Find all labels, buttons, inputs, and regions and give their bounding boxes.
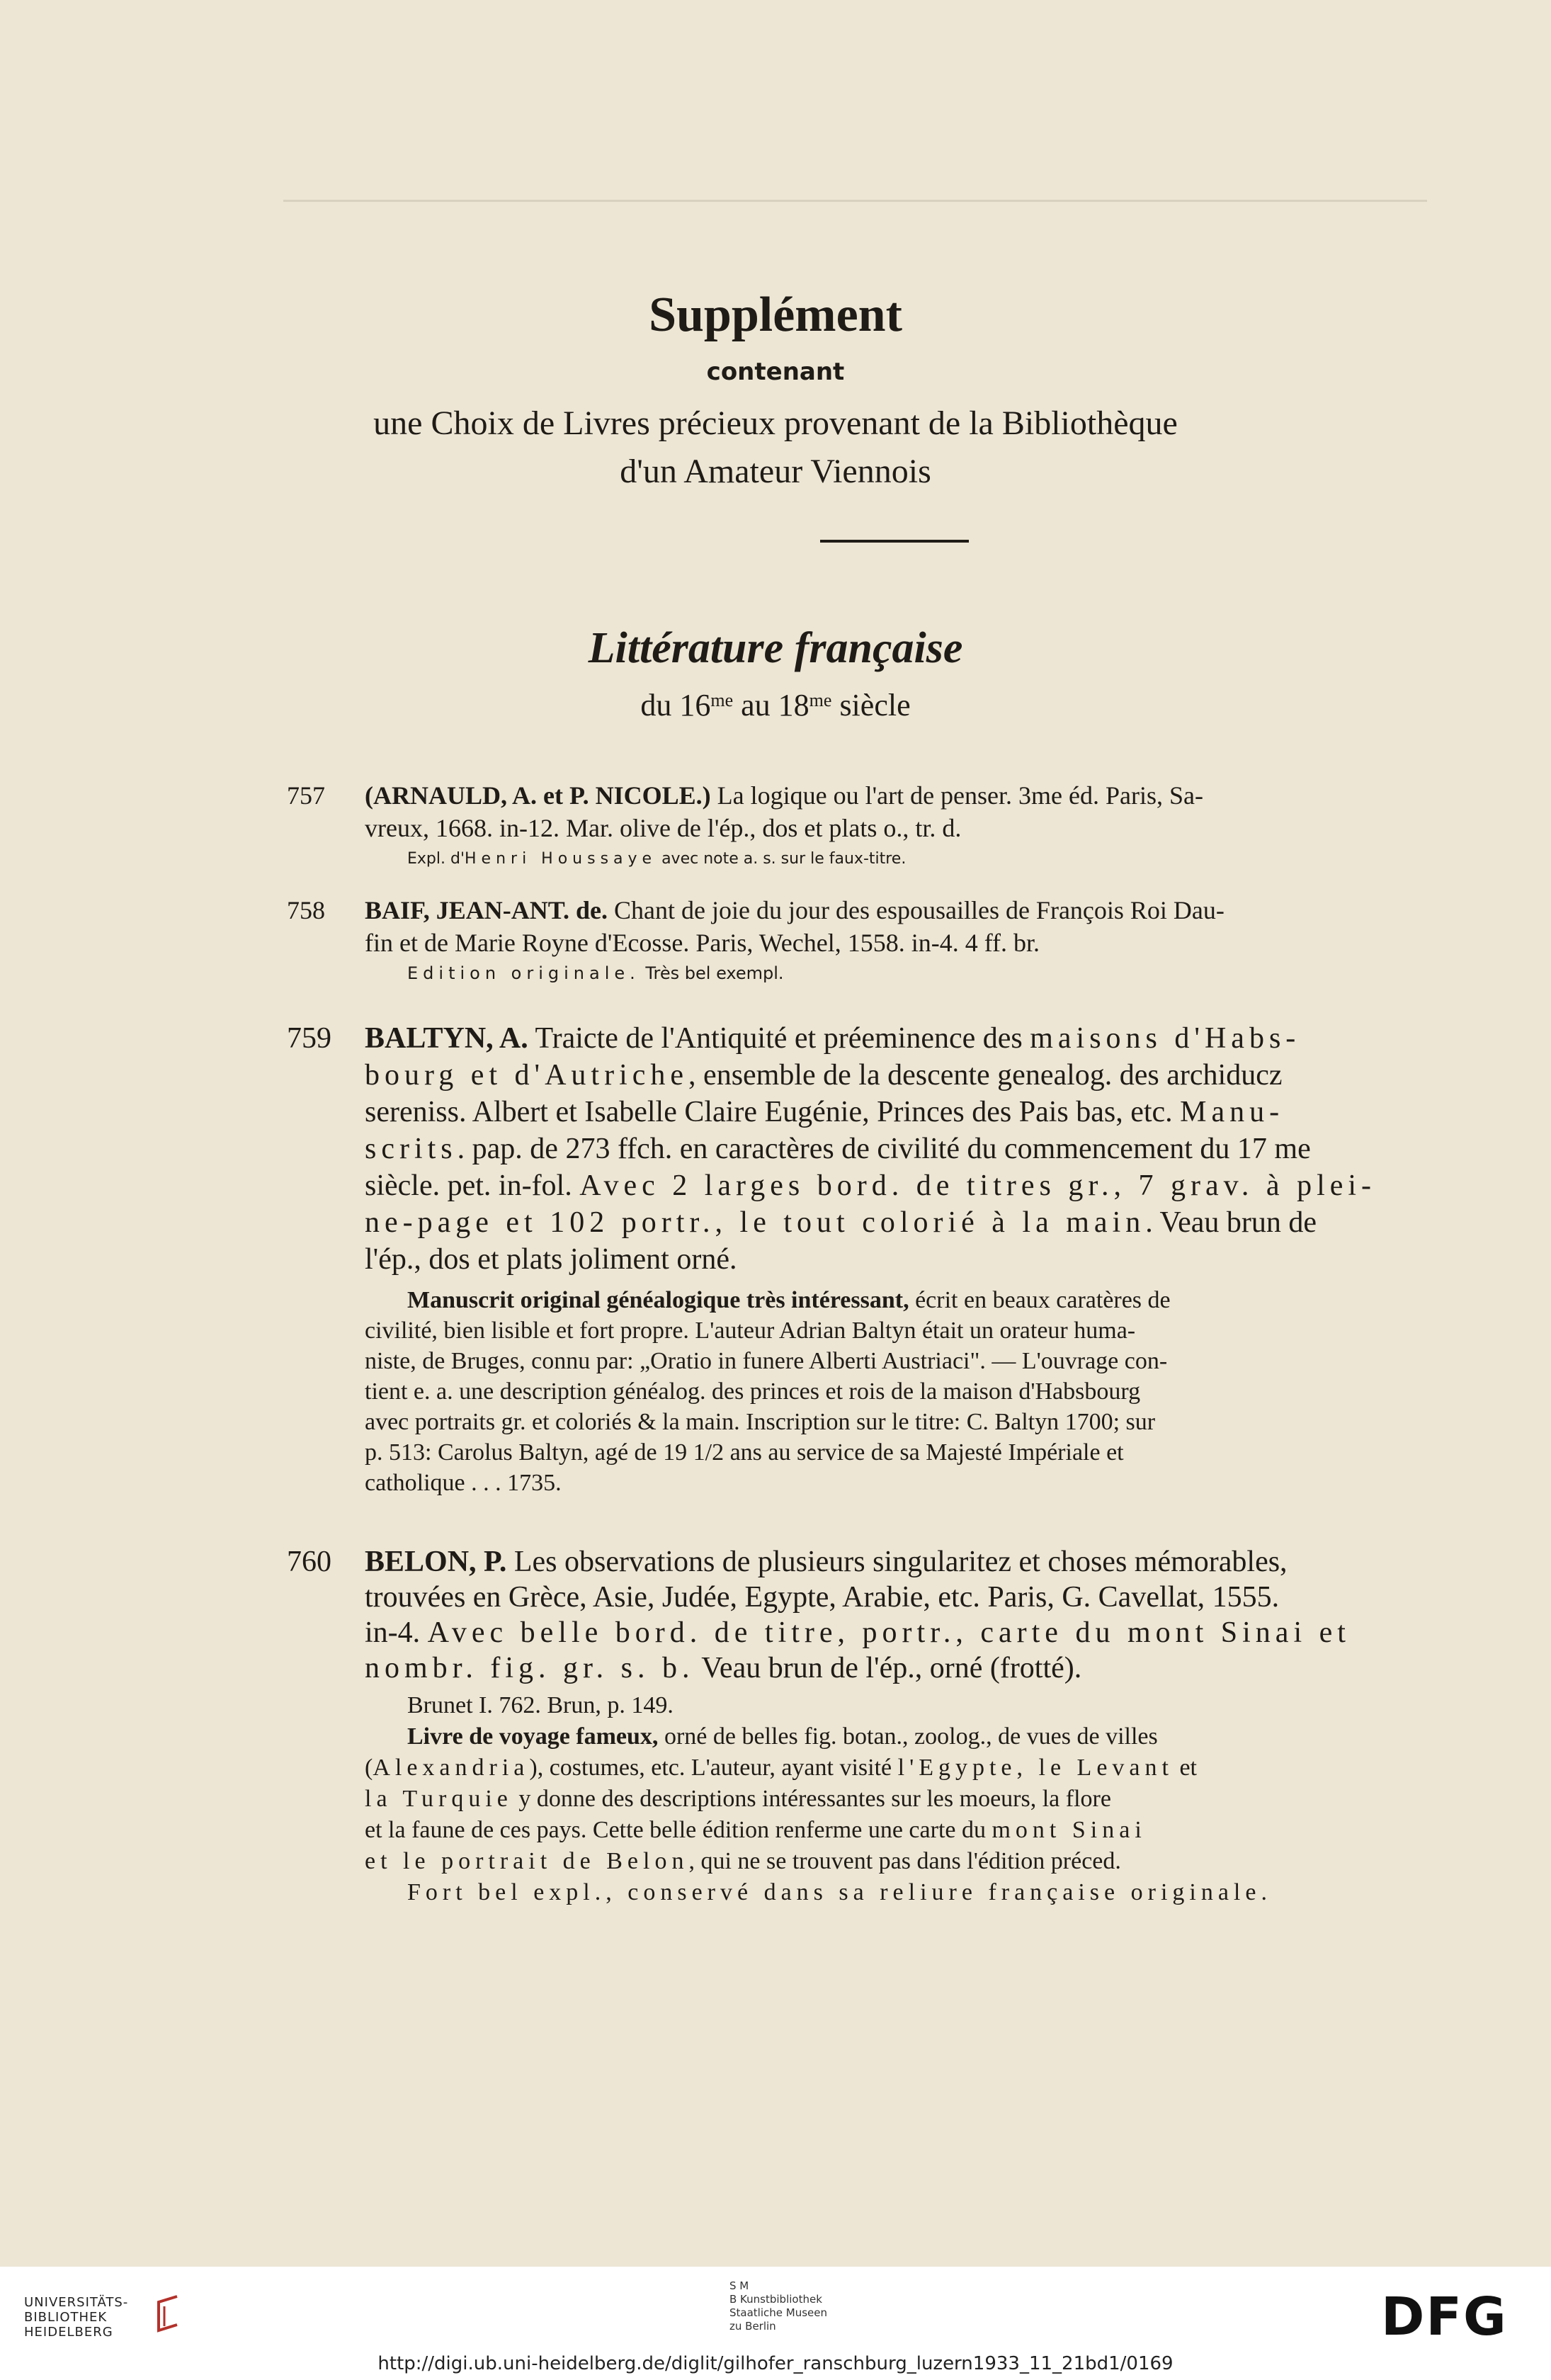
entry-note: Expl. d'Henri Houssaye avec note a. s. sur le faux-titre. [407, 850, 907, 868]
divider-rule [820, 540, 969, 543]
entry-line: in-4. Avec belle bord. de titre, portr., carte du mont Sinai et [365, 1616, 1351, 1649]
entry-760 [287, 1544, 1427, 1908]
description-line-1: une Choix de Livres précieux provenant de la Bibliothèque [373, 404, 1178, 442]
source-url[interactable]: http://digi.ub.uni-heidelberg.de/diglit/gilhofer_ranschburg_luzern1933_11_21bd1/0169 [377, 2353, 1174, 2374]
entry-line: fin et de Marie Royne d'Ecosse. Paris, Wechel, 1558. in-4. 4 ff. br. [365, 929, 1040, 957]
entry-note: Edition originale. Très bel exempl. [407, 963, 784, 983]
dfg-logo: DFG [1381, 2286, 1508, 2347]
entry-759 [287, 1020, 1427, 1498]
university-logo-icon [149, 2292, 183, 2335]
page-title: Supplément [649, 288, 902, 342]
section-subtitle: du $16^{me}$ au $18^{me}$ siècle [640, 688, 911, 722]
entry-line: sereniss. Albert et Isabelle Claire Eugénie, Princes des Pais bas, etc. Manu- [365, 1096, 1285, 1128]
entry-757 [287, 779, 1427, 874]
entry-line: siècle. pet. in-fol. Avec 2 larges bord. de titres gr., 7 grav. à plei- [365, 1169, 1377, 1202]
university-library-label: UNIVERSITÄTS- BIBLIOTHEK HEIDELBERG [24, 2295, 129, 2340]
entry-number: 759 [287, 1022, 331, 1055]
entry-line: BALTYN, A. Traicte de l'Antiquité et préeminence des maisons d'Habs- [365, 1022, 1301, 1055]
entry-line: (ARNAULD, A. et P. NICOLE.) La logique ou l'art de penser. 3me éd. Paris, Sa- [365, 781, 1203, 810]
page-subtitle: contenant [706, 358, 845, 386]
entry-line: nombr. fig. gr. s. b. Veau brun de l'ép., orné (frotté). [365, 1652, 1082, 1684]
entry-number: 758 [287, 896, 325, 924]
entry-description: Manuscrit original généalogique très intéressant, écrit en beaux caratères de civilité, bien lisible et fort propre. L'auteur Adrian Baltyn était un orateur huma- niste, de Bruges, connu par: „Oratio in funere Alberti Austriaci". — L'ouvrage con- tient e. a. une description généalog. des princes et rois de la maison d'Habsbourg avec portraits gr. et coloriés & la main. Inscription sur le titre: C. Baltyn 1700; sur p. 513: Carolus Baltyn, agé de 19 1/2 ans au service de sa Majesté Impériale et catholique . . . 1735. [365, 1287, 1171, 1496]
museum-label: S M B Kunstbibliothek Staatliche Museen zu Berlin [729, 2279, 827, 2333]
entry-number: 760 [287, 1546, 331, 1578]
entry-line: BAIF, JEAN-ANT. de. Chant de joie du jour des espousailles de François Roi Dau- [365, 896, 1225, 924]
entry-line: ne-page et 102 portr., le tout colorié à la main. Veau brun de [365, 1206, 1317, 1239]
show-through-rule [283, 200, 1427, 202]
entry-description: Brunet I. 762. Brun, p. 149. Livre de voyage fameux, orné de belles fig. botan., zoolog., de vues de villes (Alexandria), costumes, etc. L'auteur, ayant visité l'Egypte, le Levant et la Turquie y donne des descriptions intéressantes sur les moeurs, la flore et la faune de ces pays. Cette belle édition renferme une carte du mont Sinai et le portrait de Belon, qui ne se trouvent pas dans l'édition préced. Fort bel expl., conservé dans sa reliure française originale. [365, 1690, 1427, 1908]
entry-line: trouvées en Grèce, Asie, Judée, Egypte, Arabie, etc. Paris, G. Cavellat, 1555. [365, 1581, 1280, 1614]
entry-line: l'ép., dos et plats joliment orné. [365, 1243, 737, 1276]
entry-line: bourg et d'Autriche, ensemble de la descente genealog. des archiducz [365, 1059, 1283, 1092]
entry-line: BELON, P. Les observations de plusieurs singularitez et choses mémorables, [365, 1546, 1288, 1578]
entry-line: scrits. pap. de 273 ffch. en caractères de civilité du commencement du 17 me [365, 1133, 1311, 1165]
bibliographic-reference: Brunet I. 762. Brun, p. 149. [407, 1692, 674, 1718]
entry-758 [287, 894, 1427, 987]
section-title: Littérature française [588, 624, 963, 672]
entry-line: vreux, 1668. in-12. Mar. olive de l'ép., dos et plats o., tr. d. [365, 814, 962, 842]
description-line-2: d'un Amateur Viennois [620, 453, 931, 490]
closing-note: Fort bel expl., conservé dans sa reliure française originale. [407, 1879, 1272, 1905]
entry-number: 757 [287, 781, 325, 810]
